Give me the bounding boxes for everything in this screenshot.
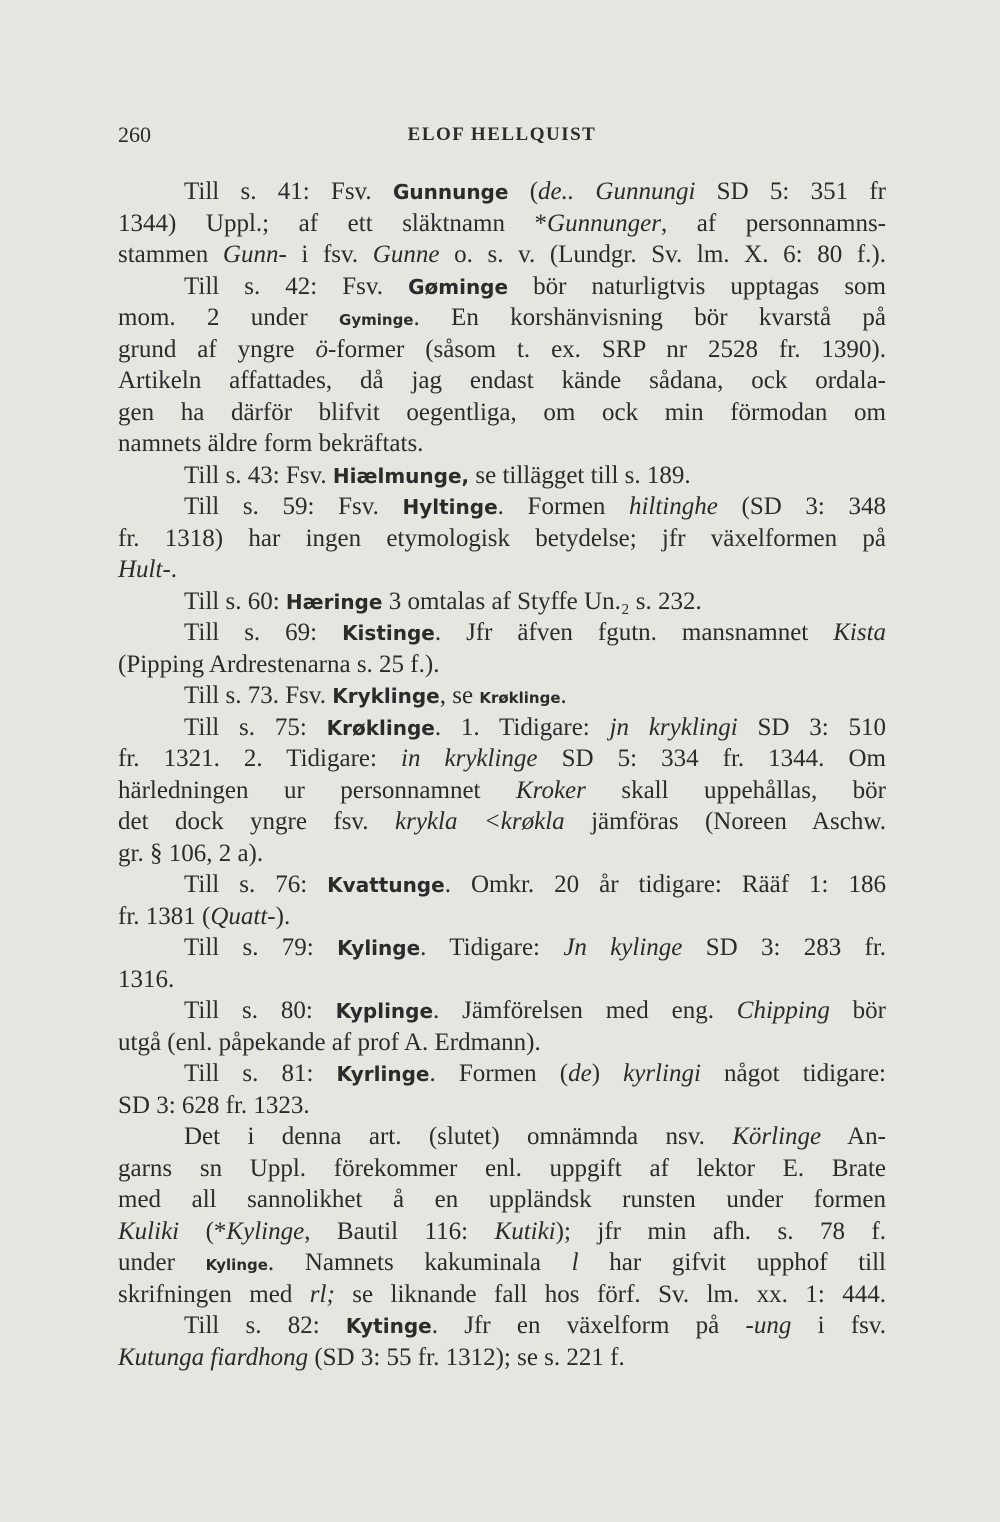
text-run: Till s. 42: Fsv.: [184, 272, 409, 300]
text-run: . 1. Tidigare:: [434, 713, 610, 741]
italic-form: jn kryklingi: [609, 713, 738, 741]
text-run: namnets äldre form bekräftats.: [118, 430, 424, 457]
text-line: [118, 523, 886, 555]
text-line: [118, 1058, 886, 1090]
text-line: [118, 1247, 886, 1279]
text-line: [118, 901, 886, 933]
text-run: , se: [439, 682, 480, 709]
text-run: i fsv.: [791, 1312, 887, 1339]
text-run: Till s. 73. Fsv.: [184, 682, 333, 709]
text-run: något tidigare:: [700, 1060, 886, 1087]
text-line: [118, 176, 886, 208]
text-line: [118, 491, 886, 523]
text-run: .: [170, 556, 178, 583]
text-run: fr. 1381 (: [118, 902, 211, 930]
text-run: An-: [821, 1123, 886, 1150]
italic-form: krykla <krøkla: [395, 808, 565, 835]
text-line: [118, 743, 886, 775]
text-run: utgå (enl. påpekande af prof A. Erdmann).: [118, 1028, 541, 1056]
text-run: Till s. 59: Fsv.: [184, 493, 403, 520]
text-run: gen ha därför blifvit oegentliga, om ock min förmodan om: [118, 398, 886, 426]
text-run: gr. § 106, 2 a).: [118, 839, 264, 867]
text-line: [118, 1310, 886, 1342]
text-run: se tillägget till s. 189.: [469, 461, 691, 489]
text-run: Till s. 41: Fsv.: [184, 178, 393, 205]
italic-form: l: [571, 1249, 579, 1276]
text-run: stammen: [118, 241, 223, 268]
text-run: SD 3: 283 fr.: [682, 934, 887, 961]
italic-form: de: [568, 1060, 592, 1087]
headword: Kryklinge: [332, 684, 440, 708]
text-line: [118, 334, 886, 366]
text-run: Till s. 60:: [184, 587, 286, 615]
text-run: Till s. 75:: [184, 713, 327, 741]
text-line: [118, 964, 886, 996]
text-line: [118, 680, 886, 712]
text-line: [118, 1184, 886, 1216]
text-line: [118, 302, 886, 334]
text-run: härledningen ur personnamnet: [118, 776, 516, 804]
italic-form: de.. Gunnungi: [538, 178, 696, 205]
text-line: [118, 271, 886, 303]
body-text: [118, 176, 886, 1373]
headword: Kytinge: [345, 1314, 432, 1338]
text-run: 1344) Uppl.; af ett släktnamn *: [118, 209, 548, 237]
headword: Hiælmunge,: [332, 463, 470, 488]
text-run: mom. 2 under: [118, 304, 340, 331]
text-run: fr. 1321. 2. Tidigare:: [118, 745, 402, 772]
text-line: [118, 239, 886, 271]
italic-form: Kista: [833, 619, 887, 646]
italic-form: Kuliki: [118, 1217, 180, 1245]
text-run: SD 3: 628 fr. 1323.: [118, 1091, 310, 1119]
headword: Gunnunge: [392, 180, 509, 204]
text-line: [118, 712, 886, 744]
text-run: Artikeln affattades, då jag endast kände sådana, ock ordala-: [118, 367, 886, 394]
italic-form: ö: [315, 335, 328, 363]
italic-form: Körlinge: [732, 1123, 822, 1150]
text-run: har gifvit upphof till: [578, 1249, 886, 1276]
italic-form: kyrlingi: [623, 1060, 701, 1087]
running-head: ELOF HELLQUIST: [407, 124, 597, 145]
text-run: . Formen: [497, 493, 629, 520]
text-run: garns sn Uppl. förekommer enl. uppgift af lektor E. Brate: [118, 1154, 886, 1182]
text-run: Det i denna art. (slutet) omnämnda nsv.: [184, 1123, 733, 1150]
text-run: Till s. 82:: [184, 1312, 346, 1339]
page-number: 260: [118, 122, 151, 147]
text-run: . Jfr äfven fgutn. mansnamnet: [434, 619, 834, 646]
italic-form: Kroker: [515, 776, 586, 804]
text-run: (: [508, 178, 539, 205]
text-run: Till s. 76:: [184, 871, 328, 898]
text-line: [118, 208, 886, 240]
text-line: [118, 460, 886, 492]
text-run: o. s. v. (Lundgr. Sv. lm. X. 6: 80 f.).: [439, 241, 886, 268]
italic-form: Hult-: [118, 556, 171, 583]
headword: Kylinge: [337, 936, 421, 960]
text-run: Till s. 81:: [184, 1060, 337, 1087]
text-run: . En korshänvisning bör kvarstå på: [413, 304, 886, 331]
text-run: . Jfr en växelform på: [431, 1312, 746, 1339]
text-line: [118, 775, 886, 807]
text-run: ).: [275, 902, 291, 930]
text-run: ): [591, 1060, 624, 1087]
text-run: (SD 3: 55 fr. 1312); se s. 221 f.: [308, 1343, 625, 1371]
text-run: Till s. 80:: [184, 997, 336, 1024]
text-run: SD 5: 334 fr. 1344. Om: [537, 745, 886, 772]
italic-form: -ung: [745, 1312, 792, 1339]
text-line: [118, 869, 886, 901]
text-line: [118, 932, 886, 964]
text-line: [118, 1216, 886, 1248]
text-run: SD 5: 351 fr: [695, 178, 886, 205]
text-line: [118, 806, 886, 838]
text-line: [118, 554, 886, 586]
text-line: [118, 1121, 886, 1153]
headword: Kvattunge: [327, 873, 445, 897]
headword: Kyplinge: [335, 999, 434, 1023]
text-run: se liknande fall hos förf. Sv. lm. xx. 1: 444.: [334, 1280, 886, 1308]
headword: Hæringe: [285, 589, 383, 614]
text-run: (Pipping Ardrestenarna s. 25 f.).: [118, 650, 440, 678]
text-line: [118, 1153, 886, 1185]
page-header: [118, 122, 886, 152]
text-run: med all sannolikhet å en uppländsk runsten under formen: [118, 1186, 886, 1213]
text-run: SD 3: 510: [737, 713, 887, 741]
text-run: Till s. 43: Fsv.: [184, 461, 333, 489]
text-line: [118, 995, 886, 1027]
text-run: bör: [829, 997, 887, 1024]
text-run: . Jämförelsen med eng.: [433, 997, 737, 1024]
text-line: [118, 617, 886, 649]
italic-form: Gunnunger: [547, 209, 661, 237]
text-line: [118, 365, 886, 397]
italic-form: Jn kylinge: [563, 934, 683, 961]
text-run: bör naturligtvis upptagas som: [508, 272, 886, 300]
text-line: [118, 397, 886, 429]
text-line: [118, 649, 886, 681]
text-run: det dock yngre fsv.: [118, 808, 395, 835]
text-run: 1316.: [118, 965, 175, 993]
text-run: skall uppehållas, bör: [585, 776, 886, 804]
italic-form: rl;: [309, 1280, 335, 1308]
italic-form: Gunn-: [222, 241, 287, 268]
headword: Gøminge: [408, 274, 509, 299]
text-run: , Bautil 116:: [304, 1217, 495, 1245]
text-line: [118, 1027, 886, 1059]
text-run: fr. 1318) har ingen etymologisk betydelse; jfr växelformen på: [118, 524, 886, 552]
text-run: . Omkr. 20 år tidigare: Rääf 1: 186: [444, 871, 887, 898]
text-run: ); jfr min afh. s. 78 f.: [555, 1217, 886, 1245]
text-line: [118, 1342, 886, 1374]
text-line: [118, 838, 886, 870]
italic-form: Kutiki: [494, 1217, 556, 1245]
headword: Krøklinge: [326, 715, 435, 740]
headword: Kyrlinge: [336, 1062, 430, 1086]
text-run: -former (såsom t. ex. SRP nr 2528 fr. 1390).: [327, 335, 886, 363]
text-run: jämföras (Noreen Aschw.: [564, 808, 886, 835]
headword: Hyltinge: [402, 495, 498, 519]
headword: Kistinge: [342, 621, 435, 645]
text-run: i fsv.: [286, 241, 373, 268]
text-run: (*: [179, 1217, 227, 1245]
cross-reference: Kylinge: [205, 1256, 268, 1274]
italic-form: hiltinghe: [628, 493, 718, 520]
text-line: [118, 428, 886, 460]
text-run: 3 omtalas af Styffe Un.₂ s. 232.: [382, 587, 702, 615]
text-line: [118, 1090, 886, 1122]
text-line: [118, 1279, 886, 1311]
text-run: Till s. 69:: [184, 619, 343, 646]
text-run: Till s. 79:: [184, 934, 338, 961]
italic-form: Gunne: [372, 241, 440, 268]
italic-form: Kutunga fiardhong: [118, 1343, 309, 1371]
italic-form: Kylinge: [226, 1217, 305, 1245]
text-run: . Tidigare:: [420, 934, 564, 961]
text-run: , af personnamns-: [660, 209, 886, 237]
text-run: grund af yngre: [118, 335, 316, 363]
text-run: (SD 3: 348: [717, 493, 887, 520]
text-run: . Formen (: [429, 1060, 569, 1087]
cross-reference: Krøklinge: [479, 689, 561, 707]
text-line: [118, 586, 886, 618]
cross-reference: Gyminge: [339, 311, 414, 329]
text-run: .: [560, 682, 567, 709]
italic-form: Chipping: [736, 997, 830, 1024]
italic-form: in kryklinge: [401, 745, 538, 772]
text-run: . Namnets kakuminala: [267, 1249, 572, 1276]
text-run: skrifningen med: [118, 1280, 310, 1308]
italic-form: Quatt-: [210, 902, 276, 930]
text-run: under: [118, 1249, 206, 1276]
